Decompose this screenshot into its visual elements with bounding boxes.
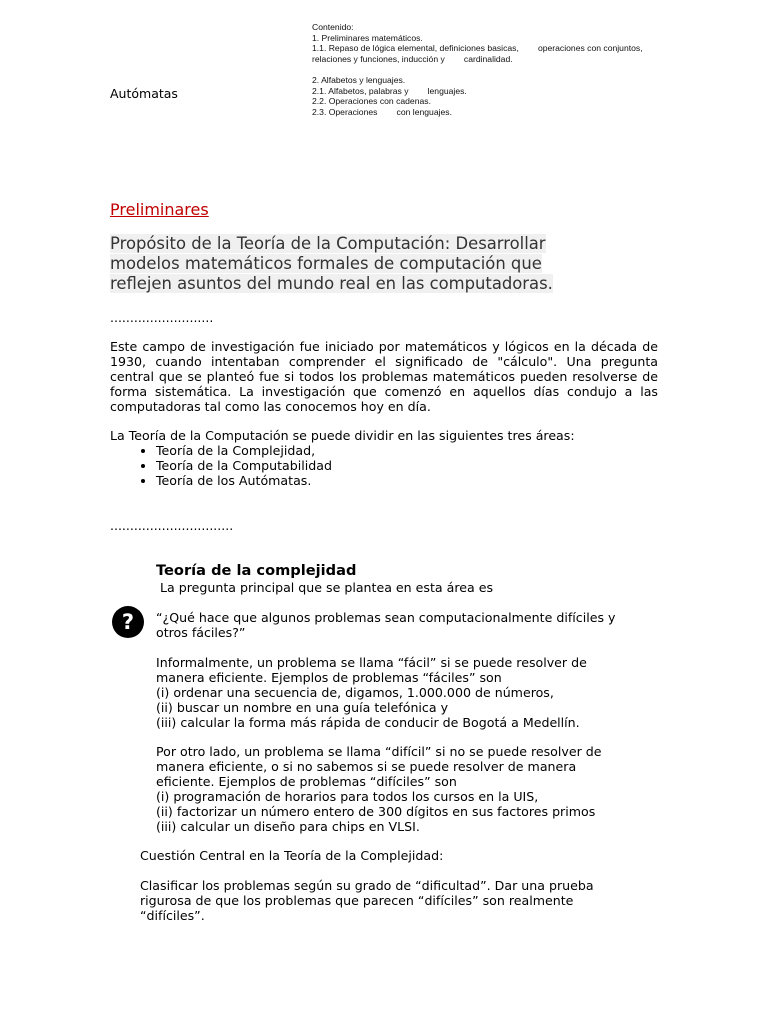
text-line: “difíciles”. [140, 908, 205, 923]
table-of-contents [312, 22, 752, 117]
text-line: manera eficiente, o si no sabemos si se puede resolver de manera [156, 759, 577, 774]
toc-line: relaciones y funciones, inducción y cardinalidad. [312, 53, 513, 64]
toc-line: 2.2. Operaciones con cadenas. [312, 96, 431, 107]
purpose-line: Propósito de la Teoría de la Computación: Desarrollar [110, 234, 546, 253]
purpose-statement [110, 234, 630, 294]
question-circle-icon: ? [112, 606, 144, 638]
toc-line: 2.1. Alfabetos, palabras y lenguajes. [312, 85, 467, 96]
list-item: • Teoría de la Computabilidad [156, 458, 658, 473]
areas-list [110, 443, 658, 488]
purpose-line: reflejen asuntos del mundo real en las computadoras. [110, 274, 553, 293]
purpose-line: modelos matemáticos formales de computación que [110, 254, 542, 273]
list-item: • Teoría de los Autómatas. [156, 473, 658, 488]
text-line: (ii) factorizar un número entero de 300 dígitos en sus factores primos [156, 804, 596, 819]
text-line: manera eficiente. Ejemplos de problemas “fáciles” son [156, 670, 502, 685]
text-line: eficiente. Ejemplos de problemas “difíciles” son [156, 774, 457, 789]
text-line: (iii) calcular un diseño para chips en VLSI. [156, 819, 420, 834]
toc-gap [312, 64, 752, 75]
section-title: Preliminares [110, 200, 209, 219]
toc-line: Contenido: [312, 22, 354, 32]
text-line: Por otro lado, un problema se llama “difícil” si no se puede resolver de [156, 744, 602, 759]
central-question: Cuestión Central en la Teoría de la Complejidad: [140, 848, 444, 863]
areas-intro: La Teoría de la Computación se puede dividir en las siguientes tres áreas: [110, 428, 575, 443]
text-line: rigurosa de que los problemas que parecen “difíciles” son realmente [140, 893, 574, 908]
toc-line: 2.3. Operaciones con lenguajes. [312, 106, 452, 117]
easy-problems [156, 655, 661, 730]
classify-paragraph [140, 878, 660, 923]
intro-paragraph: Este campo de investigación fue iniciado por matemáticos y lógicos en la década de 1930, cuando intentaban comprender el significado de "cálculo". Una pregunta central que se planteó fue si todos los problemas matemáticos pueden resolverse de forma sistemática. La investigación que comenzó en aquellos días condujo a las computadoras tal como las conocemos hoy en día. [110, 339, 658, 414]
text-line: “¿Qué hace que algunos problemas sean computacionalmente difíciles y [156, 610, 616, 625]
separator-dots: ............................... [110, 518, 234, 533]
text-line: (i) programación de horarios para todos los cursos en la UIS, [156, 789, 539, 804]
toc-line: 1.1. Repaso de lógica elemental, definiciones basicas, operaciones con conjuntos, [312, 43, 643, 54]
text-line: (ii) buscar un nombre en una guía telefónica y [156, 700, 449, 715]
complexity-title: Teoría de la complejidad [156, 562, 357, 579]
text-line: Clasificar los problemas según su grado de “dificultad”. Dar una prueba [140, 878, 594, 893]
complexity-question [156, 610, 661, 640]
toc-line: 1. Preliminares matemáticos. [312, 32, 423, 43]
separator-dots: .......................... [110, 310, 214, 325]
areas-section [110, 428, 658, 488]
text-line: (i) ordenar una secuencia de, digamos, 1.000.000 de números, [156, 685, 554, 700]
header-title: Autómatas [110, 86, 178, 101]
complexity-intro: La pregunta principal que se plantea en esta área es [160, 580, 494, 595]
text-line: Informalmente, un problema se llama “fácil” si se puede resolver de [156, 655, 587, 670]
toc-line: 2. Alfabetos y lenguajes. [312, 74, 406, 85]
list-item: • Teoría de la Complejidad, [156, 443, 658, 458]
text-line: (iii) calcular la forma más rápida de conducir de Bogotá a Medellín. [156, 715, 580, 730]
hard-problems [156, 744, 661, 834]
text-line: otros fáciles?” [156, 625, 246, 640]
